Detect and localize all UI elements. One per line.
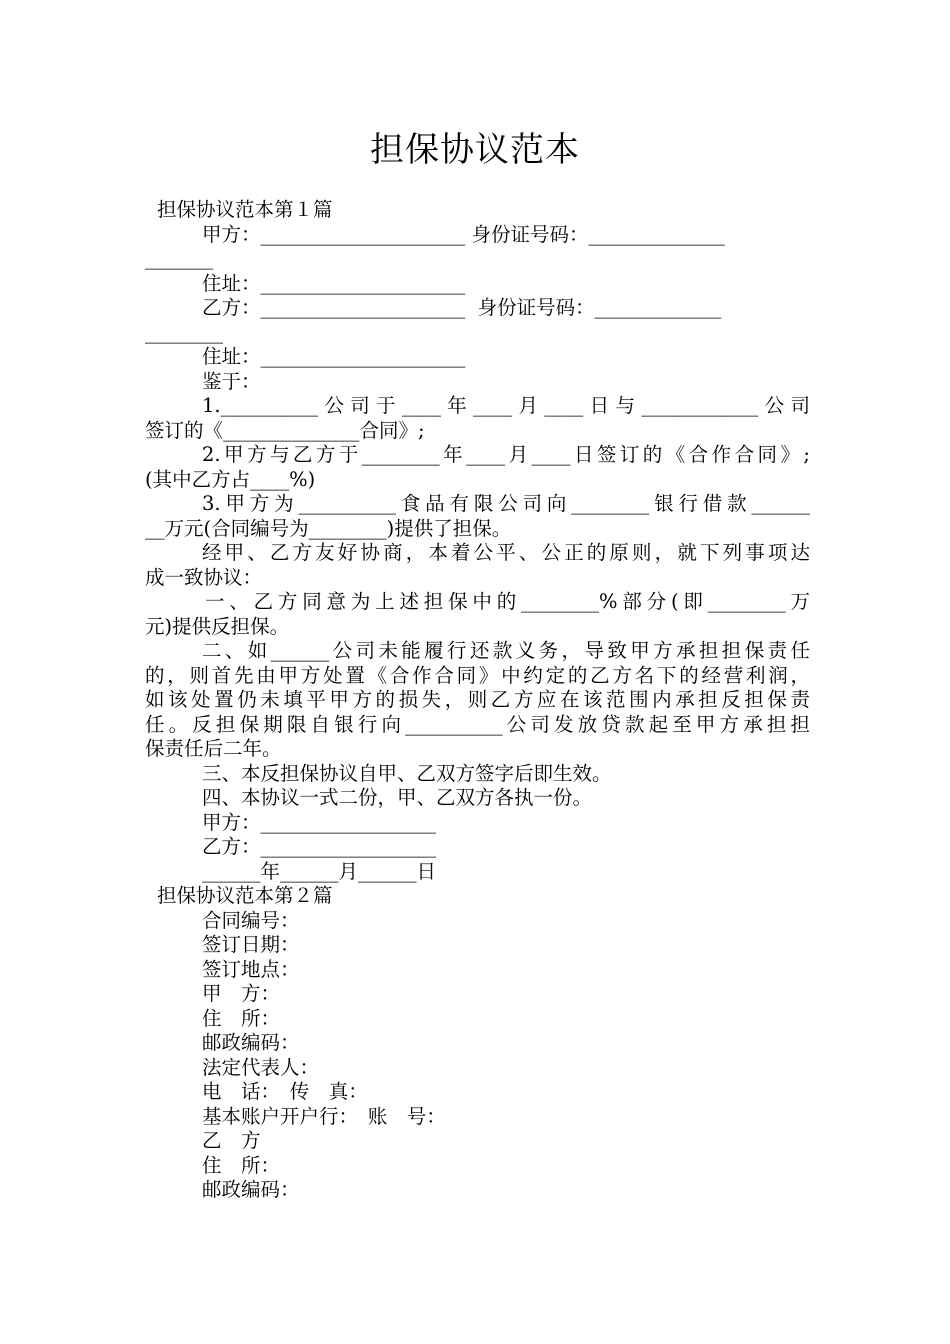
text-line: ________	[145, 320, 223, 344]
text-line: 经甲、乙方友好协商，本着公平、公正的原则，就下列事项达	[202, 541, 810, 564]
text-line: 电 话： 传 真：	[202, 1080, 368, 1103]
text-line: 1.__________公司于____年____月____日与____________公司	[202, 394, 810, 417]
text-line: 住址：_____________________	[202, 271, 466, 295]
document-title: 担保协议范本	[370, 130, 580, 170]
text-line: 法定代表人：	[202, 1055, 320, 1079]
text-line: 签订的《______________合同》;	[145, 418, 425, 442]
text-line: 二、如______公司未能履行还款义务，导致甲方承担担保责任	[202, 639, 810, 662]
text-line: 一、乙方同意为上述担保中的________%部分(即________万	[205, 590, 810, 613]
text-line: 担保协议范本第２篇	[157, 884, 333, 907]
text-line: 签订地点：	[202, 957, 300, 981]
text-line: _______	[145, 247, 214, 270]
text-line: 甲 方：	[202, 982, 281, 1005]
text-line: 乙 方	[202, 1129, 261, 1152]
text-line: 2.甲方与乙方于________年____月____日签订的《合作合同》;	[202, 443, 810, 466]
text-line: 如该处置仍未填平甲方的损失，则乙方应在该范围内承担反担保责	[145, 688, 810, 711]
text-line: 住 所：	[202, 1006, 281, 1030]
text-line: 住址：_____________________	[202, 345, 466, 368]
text-line: 邮政编码：	[202, 1178, 300, 1201]
text-line: 成一致协议：	[145, 565, 263, 589]
text-line: 三、本反担保协议自甲、乙双方签字后即生效。	[202, 761, 612, 785]
text-line: 鉴于：	[202, 369, 261, 393]
text-line: 四、本协议一式二份，甲、乙双方各执一份。	[202, 786, 593, 809]
text-line: 住 所：	[202, 1153, 281, 1177]
document-body	[145, 198, 810, 1203]
text-line: 元)提供反担保。	[145, 614, 290, 638]
text-line: 签订日期：	[202, 933, 300, 956]
text-line: 保责任后二年。	[145, 737, 282, 760]
text-line: 邮政编码：	[202, 1031, 300, 1054]
text-line: 基本账户开户行： 账 号：	[202, 1104, 446, 1128]
text-line: __万元(合同编号为________)提供了担保。	[145, 516, 512, 540]
text-line: 担保协议范本第１篇	[157, 198, 333, 221]
text-line: 乙方：__________________	[202, 835, 437, 858]
text-line: (其中乙方占____%)	[145, 467, 316, 491]
text-line: ______年______月______日	[202, 859, 437, 883]
text-line: 甲方：__________________	[202, 810, 437, 834]
text-line: 任。反担保期限自银行向__________公司发放贷款起至甲方承担担	[145, 712, 810, 736]
text-line: 合同编号：	[202, 908, 300, 932]
text-line: 的，则首先由甲方处置《合作合同》中约定的乙方名下的经营利润，	[145, 663, 810, 687]
text-line: 乙方：_____________________ 身份证号码：_____________	[202, 296, 722, 319]
text-line: 甲方：_____________________ 身份证号码：______________	[202, 222, 725, 246]
text-line: 3.甲方为__________食品有限公司向________银行借款______	[202, 492, 810, 515]
